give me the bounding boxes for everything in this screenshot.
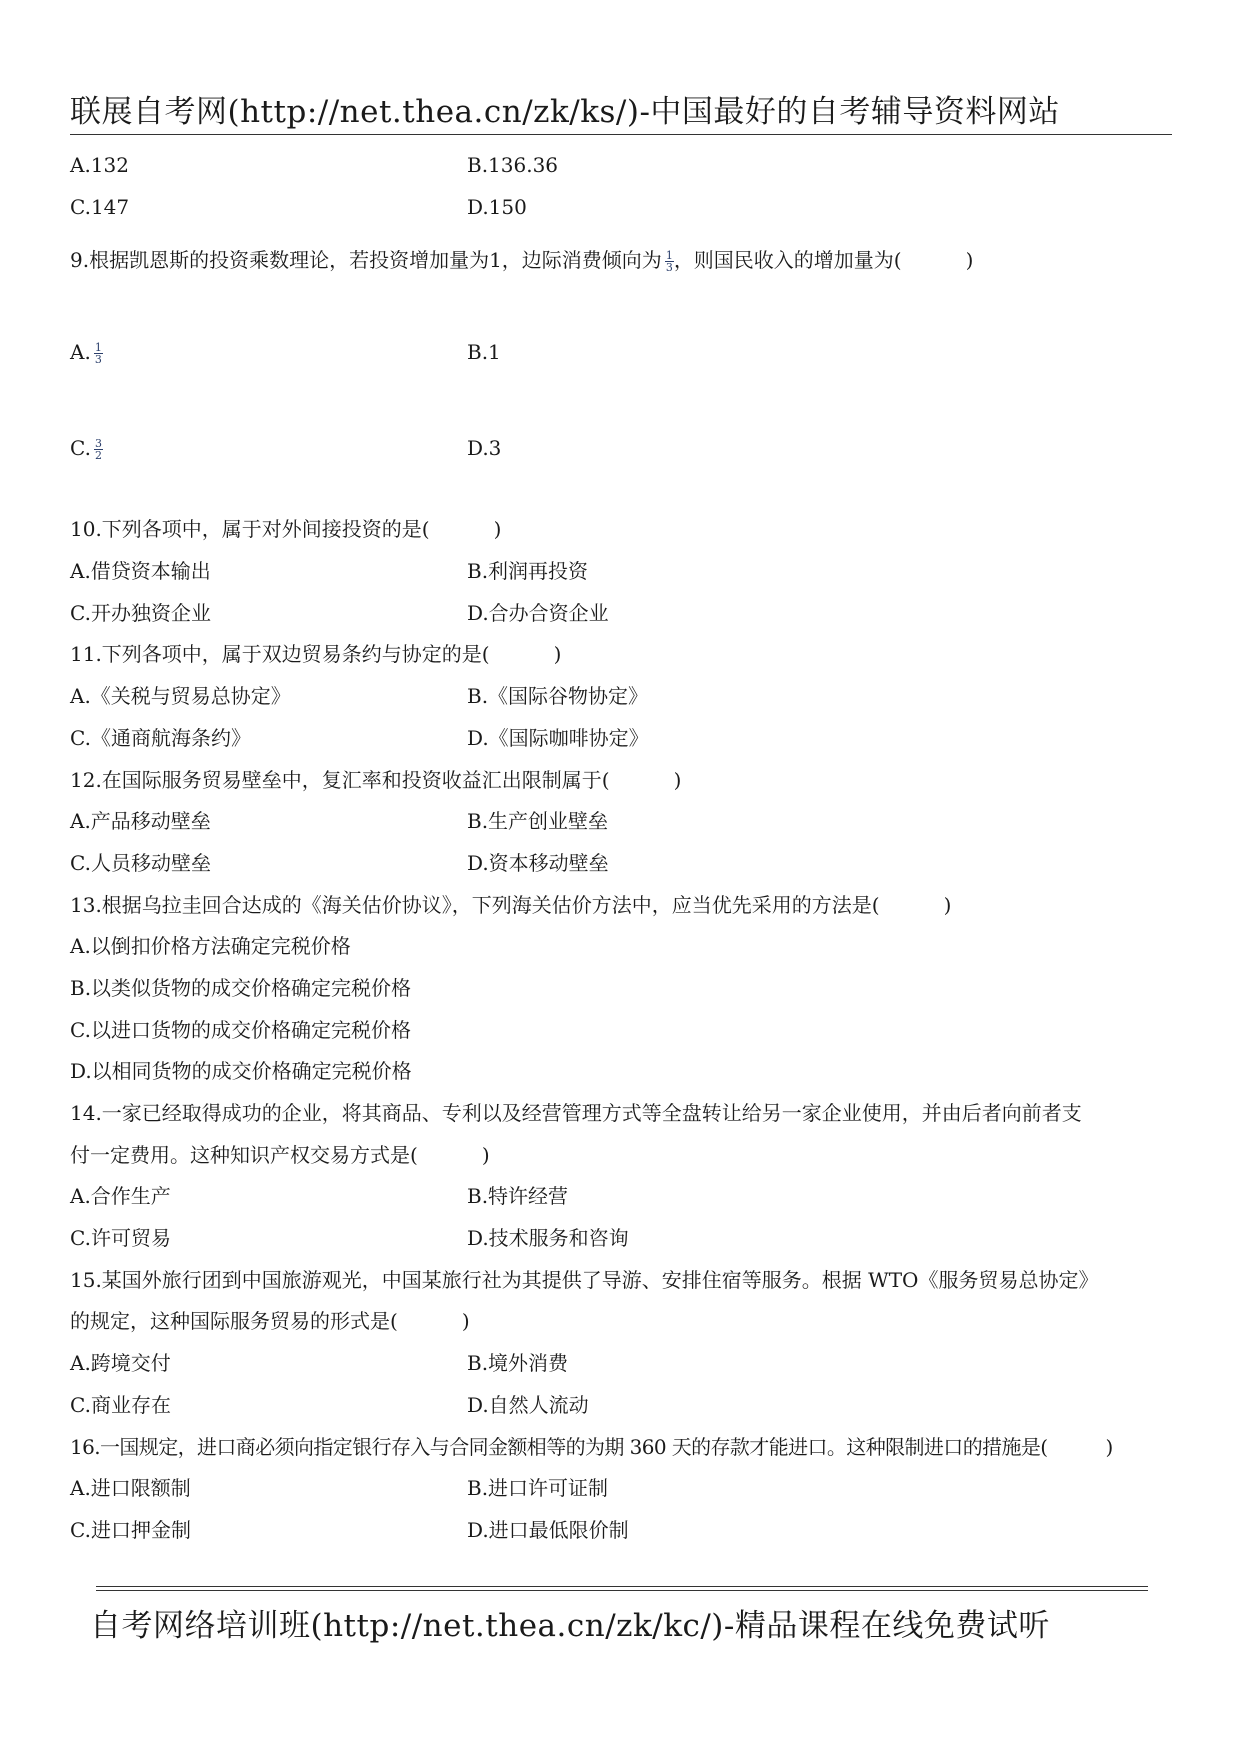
q13-option-d: D.以相同货物的成交价格确定完税价格 [70, 1059, 412, 1084]
q9-option-c-den: 2 [94, 449, 102, 463]
q8-option-a: A.132 [70, 153, 129, 177]
q10-close-paren: ) [493, 517, 502, 542]
q13-option-a: A.以倒扣价格方法确定完税价格 [70, 934, 351, 959]
footer-divider [96, 1586, 1148, 1591]
page-footer: 自考网络培训班(http://net.thea.cn/zk/kc/)-精品课程在线免费试听 [90, 1608, 1050, 1644]
q15-option-c: C.商业存在 [70, 1392, 171, 1417]
q9-option-a-num: 1 [94, 341, 102, 355]
q13-stem [70, 885, 1180, 927]
q16-close-paren: ) [1105, 1434, 1113, 1459]
page-header: 联展自考网(http://net.thea.cn/zk/ks/)-中国最好的自考辅导资料网站 [70, 94, 1060, 130]
q16-option-a: A.进口限额制 [70, 1476, 191, 1501]
header-divider [70, 134, 1172, 135]
q9-option-a-fraction [94, 342, 103, 365]
q15-option-d: D.自然人流动 [467, 1392, 589, 1417]
q11-options-row-1 [70, 676, 1180, 718]
q9-option-c [70, 400, 103, 496]
q11-stem-text: 11.下列各项中，属于双边贸易条约与协定的是( [70, 642, 490, 667]
q15-stem-line-1: 15.某国外旅行团到中国旅游观光，中国某旅行社为其提供了导游、安排住宿等服务。根据 WTO《服务贸易总协定》 [70, 1267, 1099, 1292]
q10-stem [70, 509, 1180, 551]
q8-options-row-2 [70, 187, 1180, 229]
q9-stem [70, 228, 1180, 292]
q9-option-c-fraction [94, 438, 103, 461]
q10-option-b: B.利润再投资 [467, 559, 589, 584]
q16-stem-text: 16.一国规定，进口商必须向指定银行存入与合同金额相等的为期 360 天的存款才能进口。这种限制进口的措施是( [70, 1434, 1048, 1459]
q15-option-b: B.境外消费 [467, 1351, 569, 1376]
q14-stem-line-1: 14.一家已经取得成功的企业，将其商品、专利以及经营管理方式等全盘转让给另一家企业使用，并由后者向前者支 [70, 1101, 1082, 1125]
q14-option-a: A.合作生产 [70, 1184, 171, 1209]
q14-options-row-1 [70, 1176, 1180, 1218]
q9-stem-text-end: ，则国民收入的增加量为( [673, 248, 902, 273]
q16-option-d: D.进口最低限价制 [467, 1517, 629, 1542]
q12-stem [70, 760, 1180, 802]
q13-stem-text: 13.根据乌拉圭回合达成的《海关估价协议》，下列海关估价方法中，应当优先采用的方法是( [70, 892, 880, 917]
q9-fraction [665, 250, 674, 273]
q15-options-row-1 [70, 1343, 1180, 1385]
q9-option-c-num: 3 [94, 437, 102, 451]
q8-options-row-1 [70, 145, 1180, 187]
q9-frac-num: 1 [665, 249, 673, 263]
q8-option-b: B.136.36 [467, 153, 559, 177]
q12-close-paren: ) [673, 767, 682, 792]
q15-stem-text: 的规定，这种国际服务贸易的形式是( [70, 1309, 398, 1334]
q12-option-c: C.人员移动壁垒 [70, 850, 211, 875]
q9-options-row-1 [70, 304, 1180, 400]
q9-option-d: D.3 [467, 436, 502, 461]
q11-option-b: B.《国际谷物协定》 [467, 684, 649, 709]
q13-option-b: B.以类似货物的成交价格确定完税价格 [70, 975, 412, 1000]
q12-options-row-1 [70, 801, 1180, 843]
q10-option-c: C.开办独资企业 [70, 600, 211, 625]
q11-close-paren: ) [553, 642, 562, 667]
q13-close-paren: ) [943, 892, 952, 917]
q11-stem [70, 634, 1180, 676]
q11-option-d: D.《国际咖啡协定》 [467, 725, 649, 750]
q15-options-row-2 [70, 1385, 1180, 1427]
q16-stem [70, 1427, 1180, 1469]
q14-option-d: D.技术服务和咨询 [467, 1226, 629, 1251]
q8-option-d: D.150 [467, 194, 527, 219]
q11-options-row-2 [70, 718, 1180, 760]
q11-option-a: A.《关税与贸易总协定》 [70, 684, 291, 709]
q16-options-row-1 [70, 1468, 1180, 1510]
q11-option-c: C.《通商航海条约》 [70, 725, 251, 750]
q9-options-row-2 [70, 400, 1180, 496]
q10-option-d: D.合办合资企业 [467, 600, 609, 625]
q16-option-c: C.进口押金制 [70, 1517, 191, 1542]
q10-options-row-2 [70, 593, 1180, 635]
q16-option-b: B.进口许可证制 [467, 1476, 609, 1501]
q9-frac-den: 3 [665, 261, 673, 275]
q14-stem-line-2 [70, 1135, 1180, 1177]
q12-options-row-2 [70, 843, 1180, 885]
q14-option-b: B.特许经营 [467, 1184, 569, 1209]
q10-option-a: A.借贷资本输出 [70, 559, 211, 584]
q9-stem-text: 9.根据凯恩斯的投资乘数理论，若投资增加量为1，边际消费倾向为 [70, 248, 662, 273]
q9-option-a [70, 304, 103, 400]
q14-close-paren: ) [481, 1142, 490, 1167]
q14-option-c: C.许可贸易 [70, 1226, 171, 1251]
question-list [70, 145, 1180, 1552]
q8-option-c: C.147 [70, 194, 130, 219]
q15-stem-line-2 [70, 1301, 1180, 1343]
q13-option-c: C.以进口货物的成交价格确定完税价格 [70, 1017, 411, 1042]
q12-option-d: D.资本移动壁垒 [467, 850, 609, 875]
q9-close-paren: ) [965, 248, 974, 273]
q16-options-row-2 [70, 1510, 1180, 1552]
q14-options-row-2 [70, 1218, 1180, 1260]
q12-stem-text: 12.在国际服务贸易壁垒中，复汇率和投资收益汇出限制属于( [70, 767, 610, 792]
q9-option-a-label: A. [70, 340, 91, 365]
q9-option-a-den: 3 [94, 353, 102, 367]
q12-option-b: B.生产创业壁垒 [467, 809, 609, 834]
q10-stem-text: 10.下列各项中，属于对外间接投资的是( [70, 517, 430, 542]
q9-option-c-label: C. [70, 436, 91, 461]
q15-option-a: A.跨境交付 [70, 1351, 171, 1376]
q10-options-row-1 [70, 551, 1180, 593]
q9-option-b: B.1 [467, 340, 501, 365]
q14-stem-text: 付一定费用。这种知识产权交易方式是( [70, 1142, 418, 1167]
q15-close-paren: ) [461, 1309, 470, 1334]
q12-option-a: A.产品移动壁垒 [70, 809, 211, 834]
